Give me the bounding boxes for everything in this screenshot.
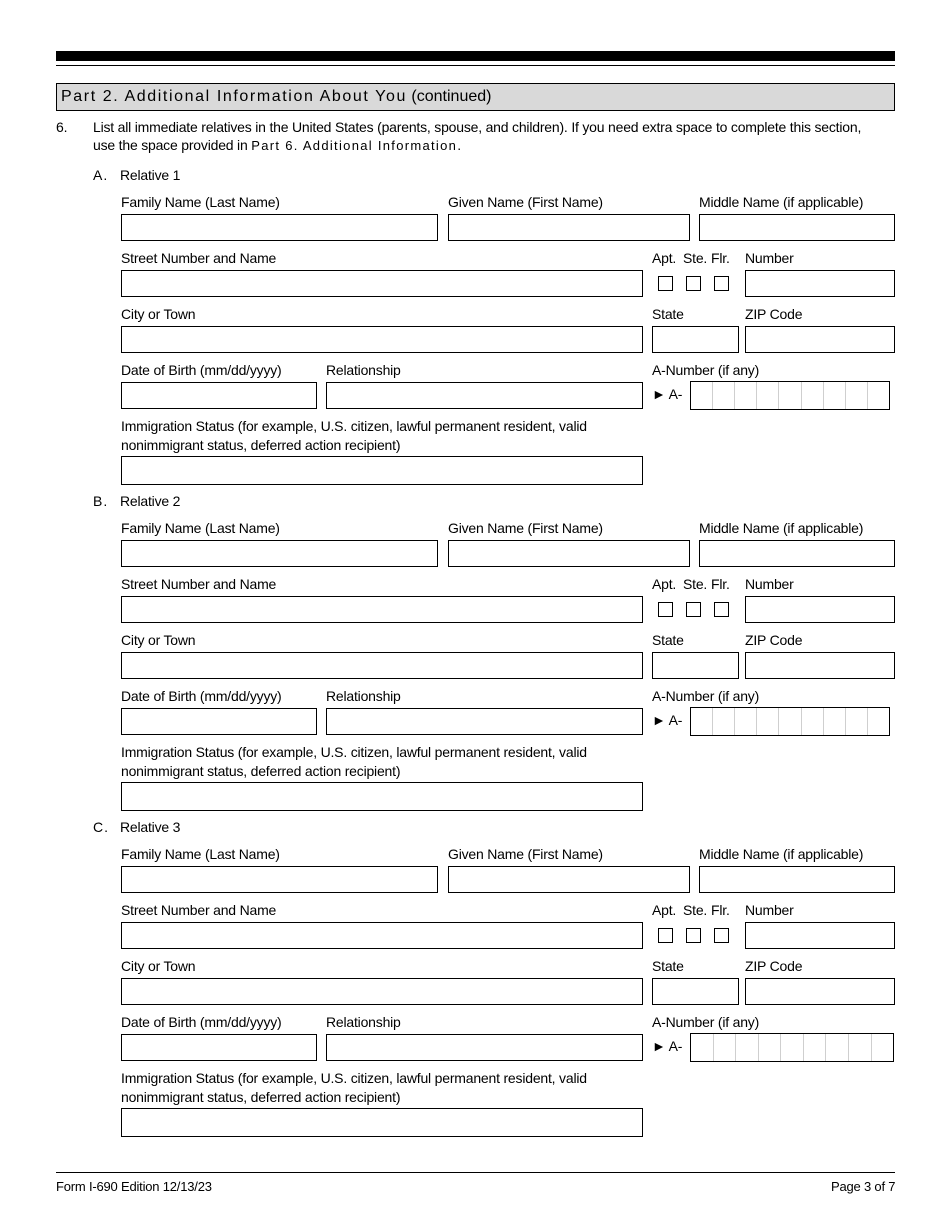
state-label: State: [652, 306, 684, 322]
relative-title: Relative 2: [120, 493, 181, 509]
number-input[interactable]: [745, 922, 895, 949]
relative-letter: B.: [93, 493, 109, 509]
state-select[interactable]: [652, 978, 739, 1005]
street-label: Street Number and Name: [121, 902, 277, 918]
street-input[interactable]: [121, 922, 643, 949]
a-number-prefix: ► A-: [652, 1038, 683, 1054]
a-number-digit-cell[interactable]: [802, 382, 824, 409]
middle-name-label: Middle Name (if applicable): [699, 194, 864, 210]
a-number-digit-cell[interactable]: [849, 1034, 872, 1061]
relative-letter: C.: [93, 819, 109, 835]
given-name-input[interactable]: [448, 866, 690, 893]
a-number-digit-cell[interactable]: [757, 708, 779, 735]
street-input[interactable]: [121, 596, 643, 623]
given-name-label: Given Name (First Name): [448, 846, 603, 862]
zip-input[interactable]: [745, 652, 895, 679]
question-text-line1: List all immediate relatives in the United States (parents, spouse, and children). If you need extra space to complete this section,: [93, 119, 862, 135]
zip-label: ZIP Code: [745, 958, 803, 974]
a-number-digit-cell[interactable]: [868, 708, 889, 735]
a-number-digit-cell[interactable]: [691, 708, 713, 735]
number-input[interactable]: [745, 596, 895, 623]
a-number-digit-cell[interactable]: [824, 708, 846, 735]
flr-checkbox[interactable]: [714, 276, 729, 291]
state-label: State: [652, 958, 684, 974]
ste-label: Ste.: [683, 576, 708, 592]
a-number-digit-cell[interactable]: [781, 1034, 804, 1061]
a-number-digit-cell[interactable]: [735, 382, 757, 409]
top-thin-rule: [56, 65, 895, 66]
apt-checkbox[interactable]: [658, 602, 673, 617]
a-number-digit-cell[interactable]: [779, 382, 801, 409]
ste-label: Ste.: [683, 902, 708, 918]
a-number-digit-cell[interactable]: [714, 1034, 737, 1061]
a-number-digit-cell[interactable]: [735, 708, 757, 735]
a-number-digit-cell[interactable]: [691, 382, 713, 409]
dob-label: Date of Birth (mm/dd/yyyy): [121, 1014, 282, 1030]
a-number-digit-cell[interactable]: [713, 708, 735, 735]
dob-input[interactable]: [121, 708, 317, 735]
city-input[interactable]: [121, 978, 643, 1005]
city-input[interactable]: [121, 652, 643, 679]
relationship-input[interactable]: [326, 1034, 643, 1061]
state-select[interactable]: [652, 326, 739, 353]
flr-checkbox[interactable]: [714, 928, 729, 943]
family-name-input[interactable]: [121, 540, 438, 567]
a-number-digit-cell[interactable]: [757, 382, 779, 409]
street-input[interactable]: [121, 270, 643, 297]
a-number-prefix: ► A-: [652, 386, 683, 402]
middle-name-input[interactable]: [699, 540, 895, 567]
a-number-digit-cell[interactable]: [802, 708, 824, 735]
relationship-input[interactable]: [326, 708, 643, 735]
middle-name-input[interactable]: [699, 214, 895, 241]
top-thick-rule: [56, 51, 895, 61]
a-number-digit-cell[interactable]: [824, 382, 846, 409]
middle-name-input[interactable]: [699, 866, 895, 893]
immigration-status-input[interactable]: [121, 782, 643, 811]
zip-input[interactable]: [745, 326, 895, 353]
apt-label: Apt.: [652, 250, 677, 266]
a-number-digit-cell[interactable]: [846, 382, 868, 409]
ste-checkbox[interactable]: [686, 276, 701, 291]
a-number-digit-cell[interactable]: [872, 1034, 894, 1061]
part-header: [56, 83, 895, 111]
family-name-label: Family Name (Last Name): [121, 846, 280, 862]
a-number-digit-cell[interactable]: [868, 382, 889, 409]
flr-label: Flr.: [711, 576, 730, 592]
dob-label: Date of Birth (mm/dd/yyyy): [121, 362, 282, 378]
part-title: Part 2. Additional Information About You: [61, 88, 407, 105]
relative-title: Relative 1: [120, 167, 181, 183]
part-title-suffix: (continued): [406, 88, 492, 105]
ste-checkbox[interactable]: [686, 928, 701, 943]
flr-checkbox[interactable]: [714, 602, 729, 617]
a-number-input[interactable]: [690, 381, 890, 410]
apt-label: Apt.: [652, 902, 677, 918]
question-text-line2: use the space provided in Part 6. Additional Information.: [93, 137, 461, 153]
ste-checkbox[interactable]: [686, 602, 701, 617]
a-number-digit-cell[interactable]: [691, 1034, 714, 1061]
given-name-input[interactable]: [448, 540, 690, 567]
family-name-label: Family Name (Last Name): [121, 520, 280, 536]
immigration-status-label-line1: Immigration Status (for example, U.S. citizen, lawful permanent resident, valid: [121, 744, 587, 760]
number-label: Number: [745, 902, 794, 918]
given-name-input[interactable]: [448, 214, 690, 241]
relationship-label: Relationship: [326, 362, 401, 378]
middle-name-label: Middle Name (if applicable): [699, 846, 864, 862]
family-name-input[interactable]: [121, 214, 438, 241]
number-input[interactable]: [745, 270, 895, 297]
a-number-digit-cell[interactable]: [736, 1034, 759, 1061]
city-input[interactable]: [121, 326, 643, 353]
footer-page-number: Page 3 of 7: [831, 1179, 896, 1194]
a-number-digit-cell[interactable]: [826, 1034, 849, 1061]
relationship-label: Relationship: [326, 1014, 401, 1030]
given-name-label: Given Name (First Name): [448, 194, 603, 210]
family-name-label: Family Name (Last Name): [121, 194, 280, 210]
zip-label: ZIP Code: [745, 306, 803, 322]
city-label: City or Town: [121, 632, 196, 648]
state-select[interactable]: [652, 652, 739, 679]
a-number-prefix: ► A-: [652, 712, 683, 728]
relative-letter: A.: [93, 167, 109, 183]
dob-input[interactable]: [121, 1034, 317, 1061]
flr-label: Flr.: [711, 250, 730, 266]
number-label: Number: [745, 576, 794, 592]
a-number-label: A-Number (if any): [652, 688, 760, 704]
apt-checkbox[interactable]: [658, 276, 673, 291]
relationship-label: Relationship: [326, 688, 401, 704]
middle-name-label: Middle Name (if applicable): [699, 520, 864, 536]
a-number-label: A-Number (if any): [652, 1014, 760, 1030]
given-name-label: Given Name (First Name): [448, 520, 603, 536]
dob-input[interactable]: [121, 382, 317, 409]
city-label: City or Town: [121, 306, 196, 322]
a-number-digit-cell[interactable]: [759, 1034, 782, 1061]
relationship-input[interactable]: [326, 382, 643, 409]
apt-label: Apt.: [652, 576, 677, 592]
a-number-input[interactable]: [690, 707, 890, 736]
zip-label: ZIP Code: [745, 632, 803, 648]
immigration-status-label-line1: Immigration Status (for example, U.S. citizen, lawful permanent resident, valid: [121, 418, 587, 434]
state-label: State: [652, 632, 684, 648]
ste-label: Ste.: [683, 250, 708, 266]
street-label: Street Number and Name: [121, 576, 277, 592]
zip-input[interactable]: [745, 978, 895, 1005]
family-name-input[interactable]: [121, 866, 438, 893]
immigration-status-label-line2: nonimmigrant status, deferred action recipient): [121, 1089, 401, 1105]
relative-title: Relative 3: [120, 819, 181, 835]
flr-label: Flr.: [711, 902, 730, 918]
a-number-label: A-Number (if any): [652, 362, 760, 378]
city-label: City or Town: [121, 958, 196, 974]
immigration-status-label-line1: Immigration Status (for example, U.S. citizen, lawful permanent resident, valid: [121, 1070, 587, 1086]
question-number: 6.: [56, 119, 68, 135]
immigration-status-input[interactable]: [121, 456, 643, 485]
immigration-status-input[interactable]: [121, 1108, 643, 1137]
dob-label: Date of Birth (mm/dd/yyyy): [121, 688, 282, 704]
a-number-digit-cell[interactable]: [713, 382, 735, 409]
number-label: Number: [745, 250, 794, 266]
a-number-digit-cell[interactable]: [779, 708, 801, 735]
immigration-status-label-line2: nonimmigrant status, deferred action recipient): [121, 763, 401, 779]
a-number-digit-cell[interactable]: [804, 1034, 827, 1061]
a-number-input[interactable]: [690, 1033, 894, 1062]
footer-rule: [56, 1172, 895, 1173]
immigration-status-label-line2: nonimmigrant status, deferred action recipient): [121, 437, 401, 453]
a-number-digit-cell[interactable]: [846, 708, 868, 735]
apt-checkbox[interactable]: [658, 928, 673, 943]
street-label: Street Number and Name: [121, 250, 277, 266]
footer-form-edition: Form I-690 Edition 12/13/23: [56, 1179, 212, 1194]
additional-info-reference: Part 6. Additional Information: [251, 138, 458, 153]
